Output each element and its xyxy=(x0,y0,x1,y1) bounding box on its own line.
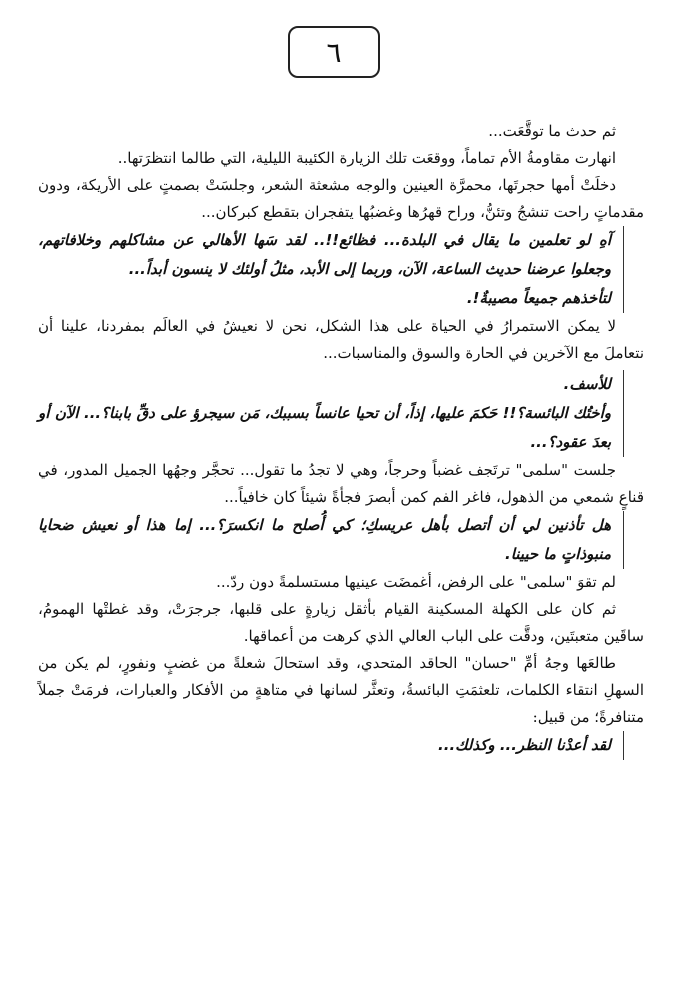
paragraph: دخلَتْ أمها حجرتَها، محمرَّة العينين والوجه مشعثة الشعر، وجلسَتْ بصمتٍ على الأريكة، ودون مقدماتٍ راحت تنشجُ وتئنُّ، وراح قهرُها وغضبُها يتفجران بتقطع كبركان... xyxy=(38,176,644,221)
quote-block xyxy=(38,511,624,569)
paragraph: طالعَها وجهُ أمِّ "حسان" الحاقد المتحدي، وقد استحالَ شعلةً من غضبٍ ونفورٍ، لم يكن من السهلِ انتقاء الكلمات، تلعثمَتِ البائسةُ، وتعثَّر لسانها في متاهةٍ من الأفكار والعبارات، فرمَتْ جملاً متنافرةً؛ من قبيل: xyxy=(38,654,645,726)
quote-line: لقد أعدْنا النظر... وكذلك... xyxy=(438,736,611,754)
paragraph: ثم كان على الكهلة المسكينة القيام بأثقل زيارةٍ على قلبها، جرجرَتْ، وقد غطتْها الهمومُ، ساقَين متعبتَين، ودقَّت على الباب العالي الذي كرهت من أعماقها. xyxy=(38,600,644,645)
page-number-box xyxy=(288,26,380,78)
quote-line: هل تأذنين لي أن أتصل بأهل عريسكِ؛ كي أُصلح ما انكسرَ؟... إما هذا أو نعيش ضحايا منبوذاتٍ ما حيينا. xyxy=(38,516,611,563)
paragraph: ثم حدث ما توقَّعَت... xyxy=(488,122,616,140)
paragraph: لم تقوَ "سلمى" على الرفض، أغمضَت عينيها مستسلمةً دون ردّ... xyxy=(216,573,616,591)
quote-block xyxy=(38,731,624,760)
paragraph: انهارت مقاومةُ الأم تماماً، ووقعَت تلك الزيارة الكئيبة الليلية، التي طالما انتظرَتها.. xyxy=(117,149,616,167)
quote-line: للأسف. xyxy=(563,375,611,393)
quote-line: آهِ لو تعلمين ما يقال في البلدة... فظائع!!.. لقد سَها الأهالي عن مشاكلهم وخلافاتهم، وجعلوا عرضنا حديث الساعة، الآن، وربما إلى الأبد، مثلُ أولئك لا ينسون أبداً... xyxy=(38,231,611,278)
quote-block xyxy=(38,226,624,313)
paragraph: جلست "سلمى" ترتَجف غضباً وحرجاً، وهي لا تجدُ ما تقول... تحجَّر وجهُها الجميل المدور، في قناعٍ شمعي من الذهول، فاغر الفم كمن أبصرَ فجأةً شيئاً كان خافياً... xyxy=(38,461,644,506)
quote-block xyxy=(38,370,624,457)
page-number: ٦ xyxy=(326,35,342,69)
document-body xyxy=(38,118,644,760)
paragraph: لا يمكن الاستمرارُ في الحياة على هذا الشكل، نحن لا نعيشُ في العالَم بمفردنا، علينا أن نتعاملَ مع الآخرين في الحارة والسوق والمناسبات... xyxy=(38,317,644,362)
quote-line: لتأخذهم جميعاً مصيبةٌ!. xyxy=(466,289,611,307)
quote-line: وأختُك البائسة؟!! حَكمَ عليها، إذاً، أن تحيا عانساً بسببك، مَن سيجرؤ على دقِّ بابنا؟... الآن أو بعدَ عقود؟... xyxy=(38,404,611,451)
